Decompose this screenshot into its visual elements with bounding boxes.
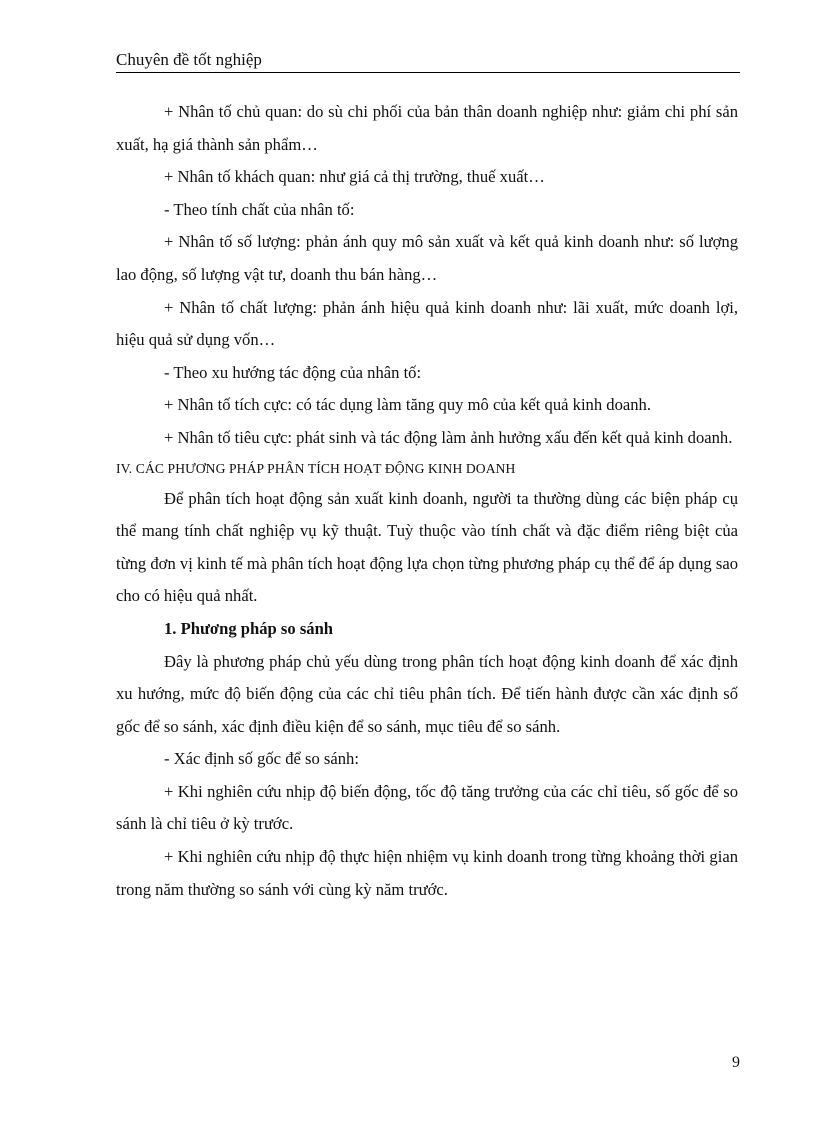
paragraph-objective-factor: + Nhân tố khách quan: như giá cả thị trường, thuế xuất… [164,167,545,187]
base-number-heading: - Xác định số gốc để so sánh: [164,749,359,769]
section-heading: IV. CÁC PHƯƠNG PHÁP PHÂN TÍCH HOẠT ĐỘNG KINH DOANH [116,460,516,476]
header-title: Chuyên đề tốt nghiệp [116,50,262,69]
paragraph-by-trend: - Theo xu hướng tác động của nhân tố: [164,362,422,382]
comparison-method-intro: Đây là phương pháp chủ yếu dùng trong phân tích hoạt động kinh doanh để xác định xu hướng, mức độ biến động của các chỉ tiêu phân tích. Để tiến hành được cần xác định số gốc để so sánh, xác định điều kiện để so sánh, mục tiêu để so sánh. [116,651,738,736]
paragraph-negative-factor: + Nhân tố tiêu cực: phát sinh và tác động làm ảnh hưởng xấu đến kết quả kinh doanh. [164,427,733,447]
paragraph-by-nature: - Theo tính chất của nhân tố: [164,199,355,219]
paragraph-quantity-factor: + Nhân tố số lượng: phản ánh quy mô sản xuất và kết quả kinh doanh như: số lượng lao động, số lượng vật tư, doanh thu bán hàng… [116,232,738,284]
section-paragraph: Để phân tích hoạt động sản xuất kinh doanh, người ta thường dùng các biện pháp cụ thể mang tính chất nghiệp vụ kỹ thuật. Tuỳ thuộc vào tính chất và đặc điểm riêng biệt của từng đơn vị kinh tế mà phân tích hoạt động lựa chọn từng phương pháp cụ thể để áp dụng sao cho có hiệu quả nhất. [116,488,738,606]
paragraph-quality-factor: + Nhân tố chất lượng: phản ánh hiệu quả kinh doanh như: lãi xuất, mức doanh lợi, hiệu quả sử dụng vốn… [116,297,738,350]
paragraph-positive-factor: + Nhân tố tích cực: có tác dụng làm tăng quy mô của kết quả kinh doanh. [164,395,651,415]
paragraph-subjective-factor: + Nhân tố chủ quan: do sù chi phối của bản thân doanh nghiệp như: giảm chi phí sản xuất, hạ giá thành sản phẩm… [116,102,738,154]
subsection-heading: 1. Phương pháp so sánh [164,618,334,638]
page-header [116,48,740,73]
base-number-period: + Khi nghiên cứu nhịp độ thực hiện nhiệm vụ kinh doanh trong từng khoảng thời gian trong năm thường so sánh với cùng kỳ năm trước. [116,847,738,899]
base-number-growth: + Khi nghiên cứu nhịp độ biến động, tốc độ tăng trưởng của các chỉ tiêu, số gốc để so sánh là chỉ tiêu ở kỳ trước. [116,781,738,834]
document-body [116,96,738,906]
page-number: 9 [732,1054,740,1071]
